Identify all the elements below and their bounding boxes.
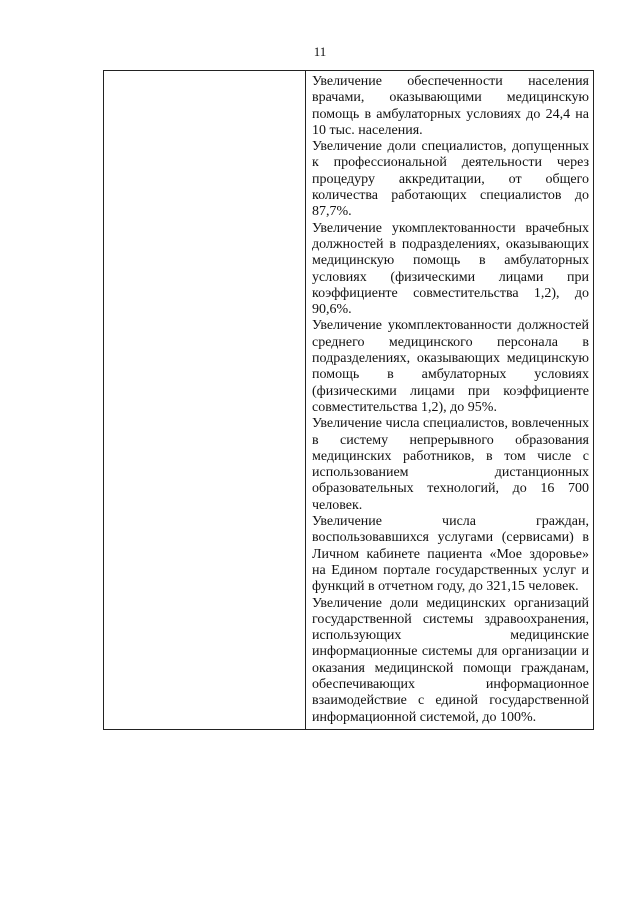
target-indicator-paragraph-1: Увеличение обеспеченности населения врачами, оказывающими медицинскую помощь в амбулаторных условиях до 24,4 на 10 тыс. населения. [312,74,589,138]
target-indicator-paragraph-7: Увеличение доли медицинских организаций государственной системы здравоохранения, использующих медицинские информационные системы для организации и оказания медицинской помощи гражданам, обеспечивающих информационное взаимодействие с единой государственной информационной системой, до 100%. [312,595,589,725]
target-indicator-paragraph-5: Увеличение числа специалистов, вовлеченных в систему непрерывного образования медицинских работников, в том числе с использованием дистанционных образовательных технологий, до 16 700 человек. [312,416,589,513]
target-indicator-paragraph-2: Увеличение доли специалистов, допущенных к профессиональной деятельности через процедуру аккредитации, от общего количества работающих специалистов до 87,7%. [312,139,589,220]
document-table [103,70,594,730]
target-indicator-paragraph-3: Увеличение укомплектованности врачебных должностей в подразделениях, оказывающих медицинскую помощь в амбулаторных условиях (физическими лицами при коэффициенте совместительства 1,2), до 90,6%. [312,220,589,318]
table-cell-right [306,71,594,730]
target-indicator-paragraph-6: Увеличение числа граждан, воспользовавшихся услугами (сервисами) в Личном кабинете пациента «Мое здоровье» на Едином портале государственных услуг и функций в отчетном году, до 321,15 человек. [312,514,589,595]
table-row [104,71,594,730]
table-cell-left [104,71,306,730]
target-indicator-paragraph-4: Увеличение укомплектованности должностей среднего медицинского персонала в подразделениях, оказывающих медицинскую помощь в амбулаторных условиях (физическими лицами при коэффициенте совместительства 1,2), до 95%. [312,318,589,415]
page-number: 11 [313,44,327,59]
